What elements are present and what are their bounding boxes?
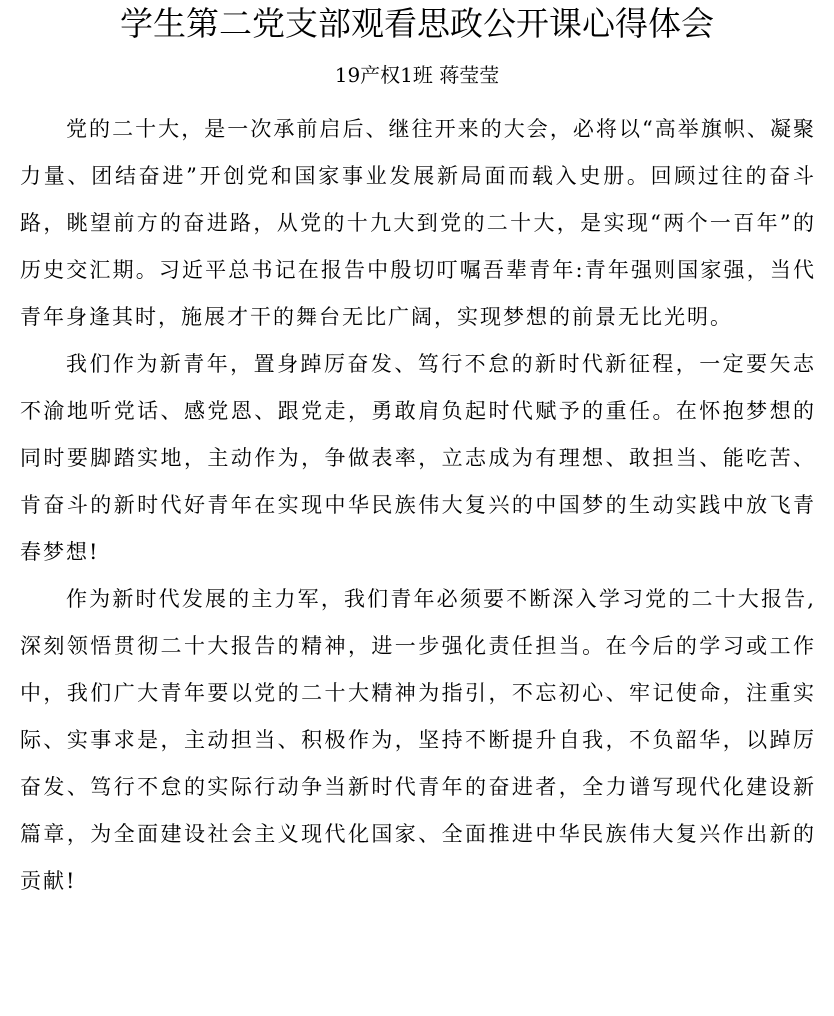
paragraph-3: 作为新时代发展的主力军，我们青年必须要不断深入学习党的二十大报告,深刻领悟贯彻二十大报告的精神，进一步强化责任担当。在今后的学习或工作中，我们广大青年要以党的二十大精神为指引，不忘初心、牢记使命，注重实际、实事求是，主动担当、积极作为，坚持不断提升自我，不负韶华，以踔厉奋发、笃行不怠的实际行动争当新时代青年的奋进者，全力谱写现代化建设新篇章，为全面建设社会主义现代化国家、全面推进中华民族伟大复兴作出新的贡献! xyxy=(20,587,816,893)
paragraph-1: 党的二十大，是一次承前启后、继往开来的大会，必将以“高举旗帜、凝聚力量、团结奋进”开创党和国家事业发展新局面而载入史册。回顾过往的奋斗路，眺望前方的奋进路，从党的十九大到党的二十大，是实现“两个一百年”的历史交汇期。习近平总书记在报告中殷切叮嘱吾辈青年:青年强则国家强，当代青年身逢其时，施展才干的舞台无比广阔，实现梦想的前景无比光明。 xyxy=(20,117,816,329)
document-body xyxy=(20,106,816,905)
paragraph-2: 我们作为新青年，置身踔厉奋发、笃行不怠的新时代新征程，一定要矢志不渝地听党话、感党恩、跟党走，勇敢肩负起时代赋予的重任。在怀抱梦想的同时要脚踏实地，主动作为，争做表率，立志成为有理想、敢担当、能吃苦、肯奋斗的新时代好青年在实现中华民族伟大复兴的中国梦的生动实践中放飞青春梦想! xyxy=(20,352,816,564)
document-title: 学生第二党支部观看思政公开课心得体会 xyxy=(120,4,714,43)
author-byline: 19产权1班 蒋莹莹 xyxy=(334,63,500,87)
